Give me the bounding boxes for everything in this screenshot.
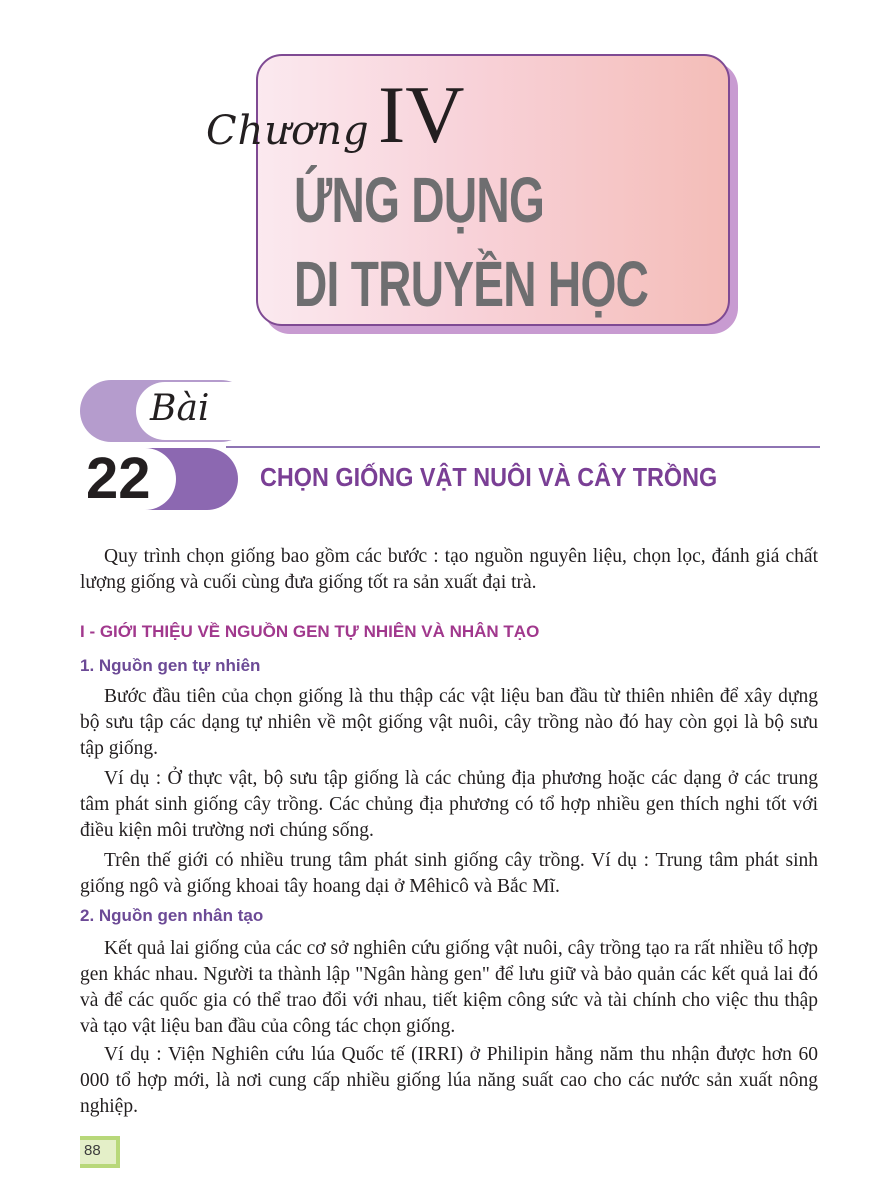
paragraph-2-1: Kết quả lai giống của các cơ sở nghiên cứu giống vật nuôi, cây trồng tạo ra rất nhiều tổ hợp gen khác nhau. Người ta thành lập "Ngân hàng gen" để lưu giữ và bảo quản các kết quả lai đó và để các quốc gia có thể trao đổi với nhau, tiết kiệm công sức và tài chính cho việc thu thập và tạo vật liệu ban đầu của công tác chọn giống. [80, 938, 818, 1037]
lesson-title: CHỌN GIỐNG VẬT NUÔI VÀ CÂY TRỒNG [260, 462, 718, 492]
paragraph-1-3: Trên thế giới có nhiều trung tâm phát sinh giống cây trồng. Ví dụ : Trung tâm phát sinh giống ngô và giống khoai tây hoang dại ở Mêhicô và Bắc Mĩ. [80, 850, 818, 897]
chapter-number: IV [378, 69, 465, 160]
section-heading: I - GIỚI THIỆU VỀ NGUỒN GEN TỰ NHIÊN VÀ NHÂN TẠO [80, 622, 540, 641]
chapter-label: Chương [206, 108, 370, 154]
lesson-header-rule [226, 446, 820, 448]
lesson-label: Bài [150, 388, 210, 429]
page-number: 88 [84, 1142, 101, 1159]
chapter-title-line1: ỨNG DỤNG [294, 164, 545, 236]
paragraph-1-2: Ví dụ : Ở thực vật, bộ sưu tập giống là các chủng địa phương hoặc các dạng ở các trung tâm phát sinh giống cây trồng. Các chủng địa phương có tổ hợp nhiều gen thích nghi tốt với điều kiện môi trường nơi chúng sống. [80, 768, 818, 841]
intro-paragraph: Quy trình chọn giống bao gồm các bước : tạo nguồn nguyên liệu, chọn lọc, đánh giá chất lượng giống và cuối cùng đưa giống tốt ra sản xuất đại trà. [80, 546, 818, 593]
paragraph-1-1: Bước đầu tiên của chọn giống là thu thập các vật liệu ban đầu từ thiên nhiên để xây dựng bộ sưu tập các dạng tự nhiên về một giống vật nuôi, cây trồng nào đó hay còn gọi là bộ sưu tập giống. [80, 686, 818, 759]
lesson-number: 22 [86, 446, 151, 511]
subsection-heading-2: 2. Nguồn gen nhân tạo [80, 906, 264, 925]
chapter-title-line2: DI TRUYỀN HỌC [294, 248, 649, 320]
subsection-heading-1: 1. Nguồn gen tự nhiên [80, 656, 261, 675]
paragraph-2-2: Ví dụ : Viện Nghiên cứu lúa Quốc tế (IRRI) ở Philipin hằng năm thu nhận được hơn 60 000 tổ hợp mới, là nơi cung cấp nhiều giống lúa năng suất cao cho các nước sản xuất nông nghiệp. [80, 1044, 818, 1117]
page-number-underline [80, 1164, 120, 1168]
